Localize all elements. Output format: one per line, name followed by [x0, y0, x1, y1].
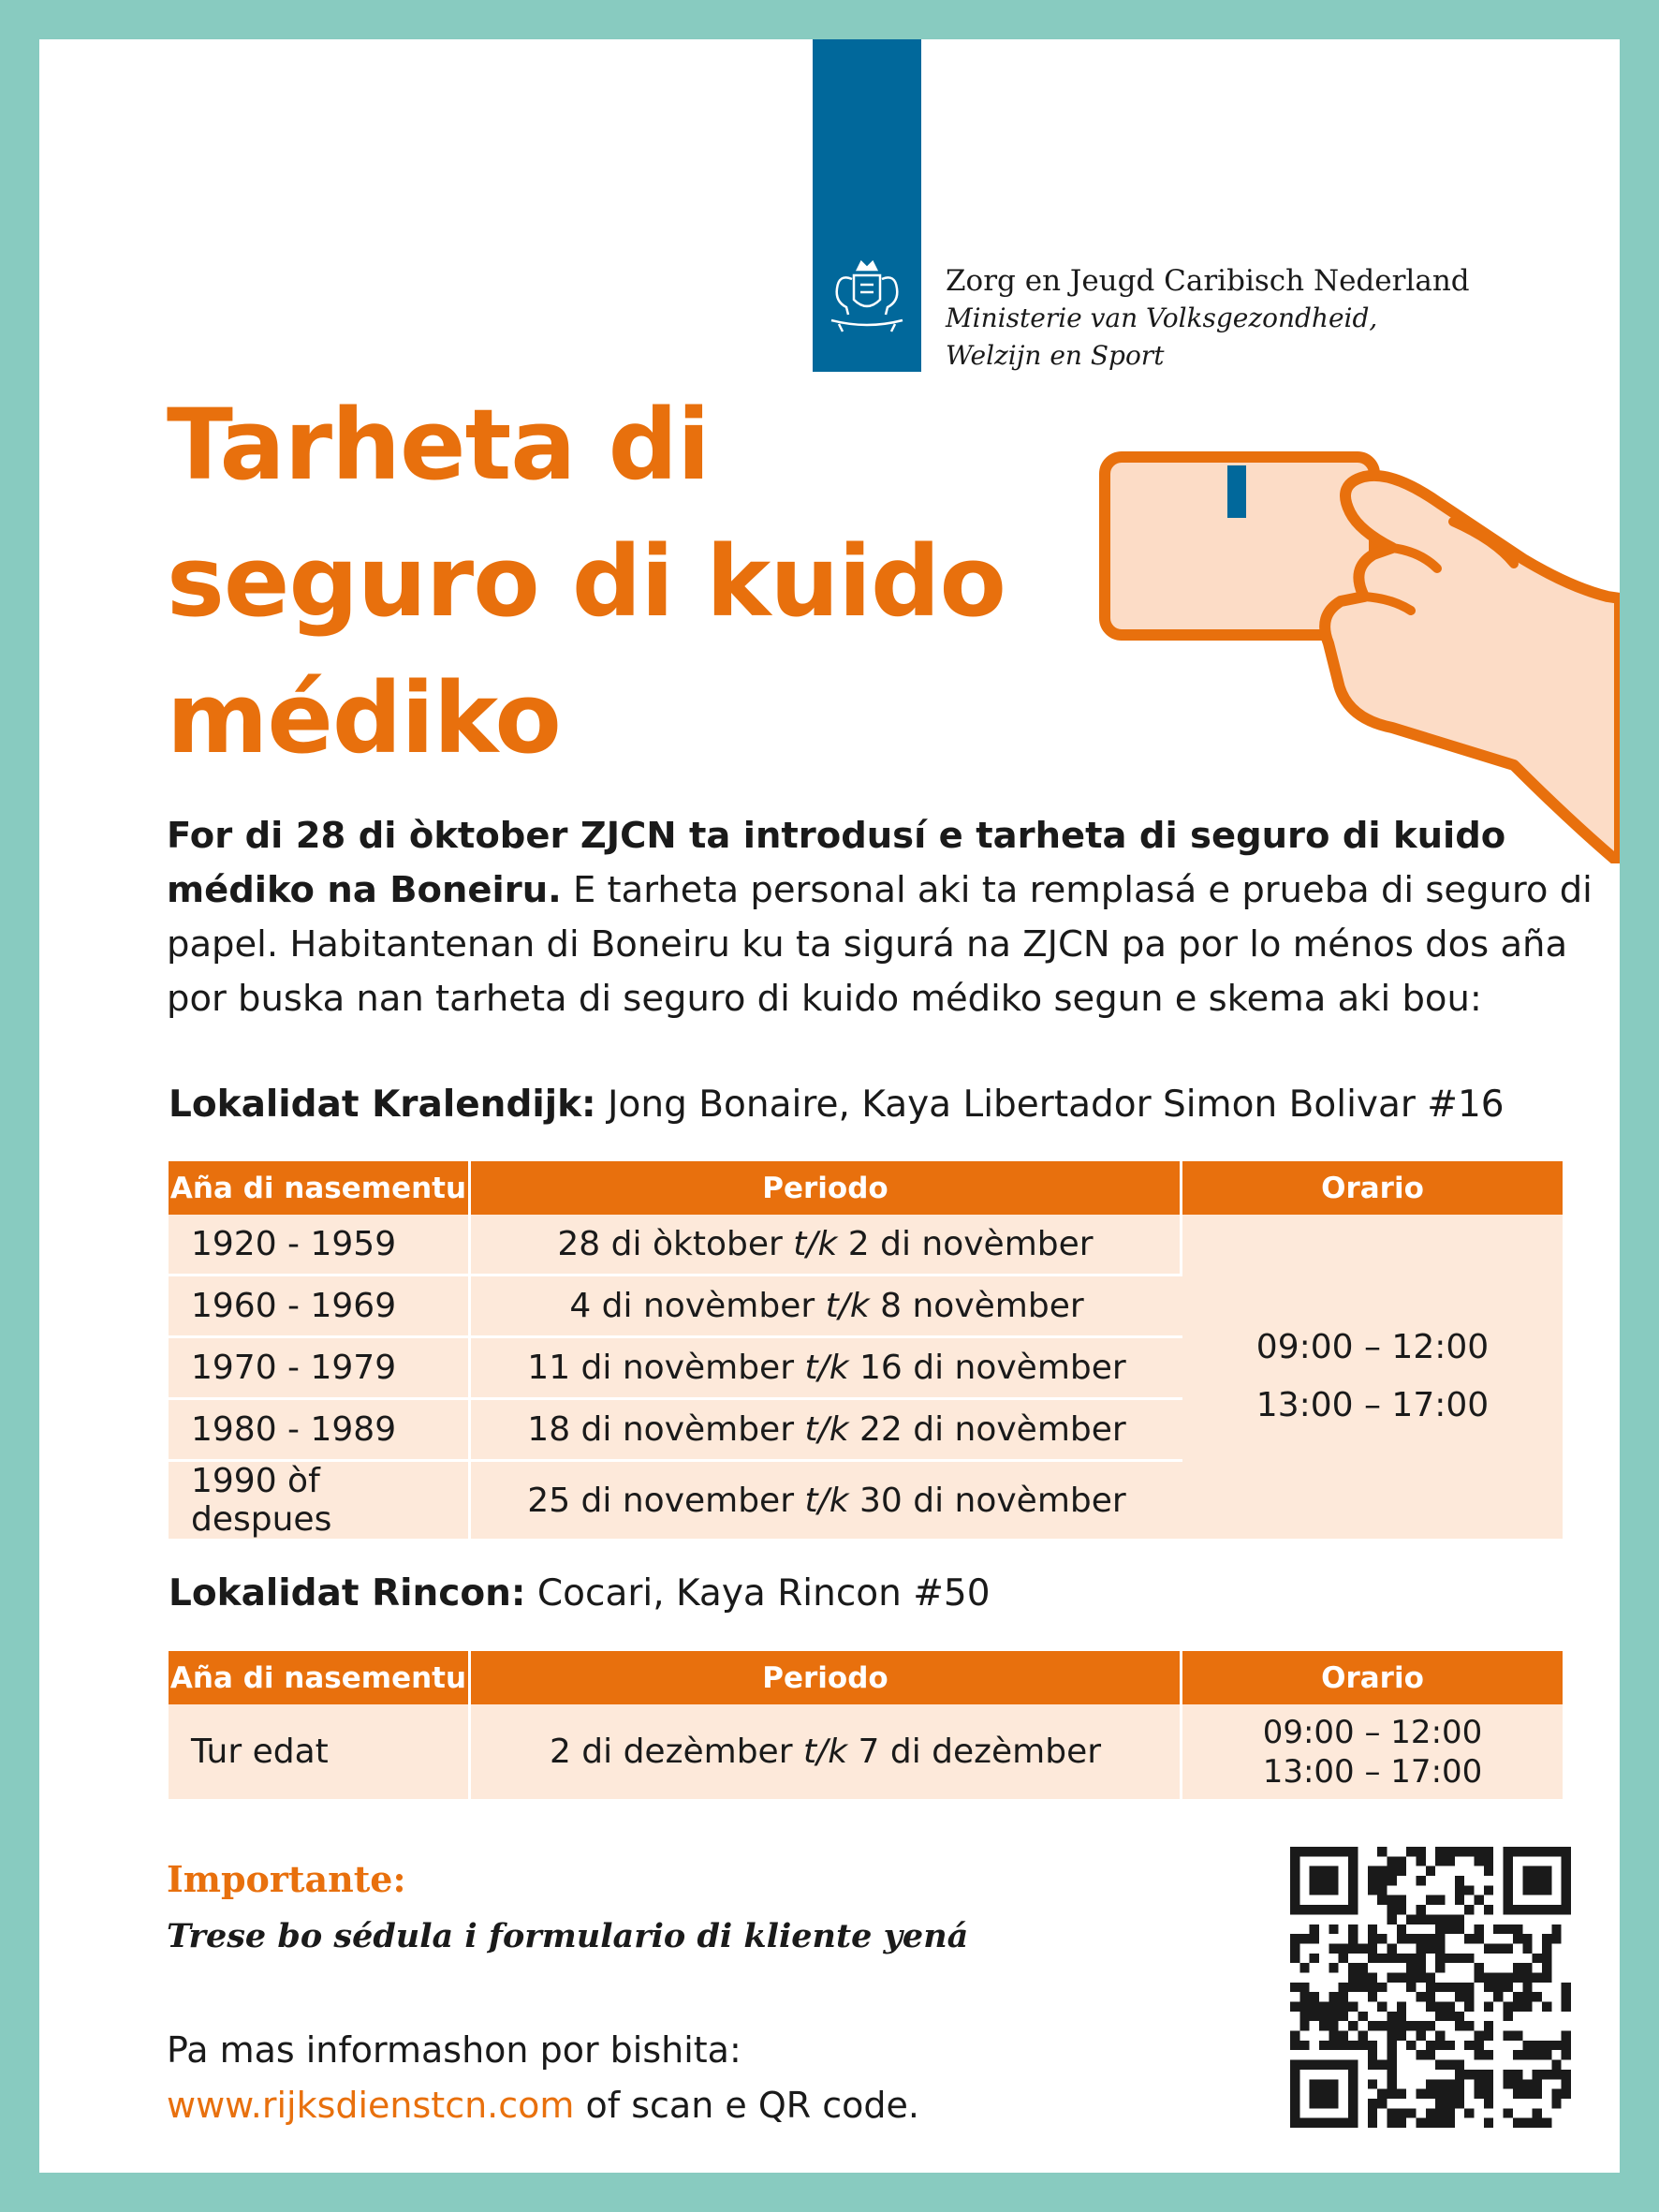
birth-year-cell: 1960 - 1969: [169, 1276, 471, 1338]
government-logo-bar: [813, 39, 921, 372]
intro-bold: For di 28 di òktober ZJCN ta introdusí e tarheta di seguro di kuido médiko na Boneiru.: [167, 815, 1506, 911]
rincon-label: Lokalidat Rincon:: [169, 1572, 526, 1615]
qr-code-icon[interactable]: [1290, 1847, 1571, 2128]
header-hours: Orario: [1182, 1161, 1563, 1215]
important-text: Trese bo sédula i formulario di kliente yená: [167, 1917, 969, 1955]
kralendijk-schedule-table: [169, 1161, 1563, 1541]
kralendijk-location: [169, 1084, 1505, 1126]
header-hours: Orario: [1182, 1651, 1563, 1704]
org-line-2: Ministerie van Volksgezondheid,: [946, 302, 1378, 333]
intro-paragraph: [167, 809, 1608, 1026]
period-cell: 11 di novèmber t/k 16 di novèmber: [471, 1338, 1182, 1400]
title-line-1: Tarheta di: [167, 388, 710, 502]
birth-year-cell: 1970 - 1979: [169, 1338, 471, 1400]
poster: [39, 39, 1620, 2173]
hours-afternoon: 13:00 – 17:00: [1262, 1752, 1483, 1791]
title-line-3: médiko: [167, 661, 561, 775]
period-cell: 18 di novèmber t/k 22 di novèmber: [471, 1400, 1182, 1462]
page-title: [167, 376, 1103, 787]
hours-cell: [1182, 1704, 1563, 1802]
website-link[interactable]: www.rijksdienstcn.com: [167, 2085, 575, 2126]
header-birth-year: Aña di nasementu: [169, 1651, 471, 1704]
kralendijk-label: Lokalidat Kralendijk:: [169, 1084, 596, 1126]
period-cell: 4 di novèmber t/k 8 novèmber: [471, 1276, 1182, 1338]
header-period: Periodo: [471, 1651, 1182, 1704]
hours-afternoon: 13:00 – 17:00: [1255, 1386, 1490, 1424]
period-cell: 28 di òktober t/k 2 di novèmber: [471, 1215, 1182, 1276]
birth-year-cell: 1990 òf despues: [169, 1462, 471, 1541]
birth-year-cell: 1920 - 1959: [169, 1215, 471, 1276]
table-row: [169, 1704, 1563, 1802]
intro-text: E tarheta personal aki ta remplasá e prueba di seguro di papel. Habitantenan di Boneiru ku ta sigurá na ZJCN pa por lo ménos dos aña por buska nan tarheta di seguro di kuido médiko segun e skema aki bou:: [167, 869, 1593, 1020]
hours-morning: 09:00 – 12:00: [1262, 1713, 1483, 1751]
org-line-3: Welzijn en Sport: [946, 340, 1165, 371]
title-line-2: seguro di kuido: [167, 524, 1006, 639]
hand-holding-card-icon: [1083, 437, 1620, 863]
birth-year-cell: Tur edat: [169, 1704, 471, 1802]
rincon-location: [169, 1572, 991, 1615]
header-period: Periodo: [471, 1161, 1182, 1215]
hours-cell: [1182, 1215, 1563, 1541]
rincon-schedule-table: [169, 1651, 1563, 1802]
birth-year-cell: 1980 - 1989: [169, 1400, 471, 1462]
coat-of-arms-icon: [820, 257, 914, 341]
rincon-address: Cocari, Kaya Rincon #50: [525, 1572, 991, 1615]
more-info: [167, 2023, 919, 2133]
kralendijk-address: Jong Bonaire, Kaya Libertador Simon Bolivar #16: [595, 1084, 1505, 1126]
org-line-1: Zorg en Jeugd Caribisch Nederland: [946, 264, 1470, 298]
hours-morning: 09:00 – 12:00: [1255, 1328, 1490, 1366]
info-line: Pa mas informashon por bishita:: [167, 2029, 741, 2071]
period-cell: 25 di november t/k 30 di novèmber: [471, 1462, 1182, 1541]
header-birth-year: Aña di nasementu: [169, 1161, 471, 1215]
organization-name: [946, 262, 1470, 375]
info-after: of scan e QR code.: [574, 2085, 919, 2126]
important-label: Importante:: [167, 1858, 406, 1900]
table-row: [169, 1215, 1563, 1276]
period-cell: 2 di dezèmber t/k 7 di dezèmber: [471, 1704, 1182, 1802]
